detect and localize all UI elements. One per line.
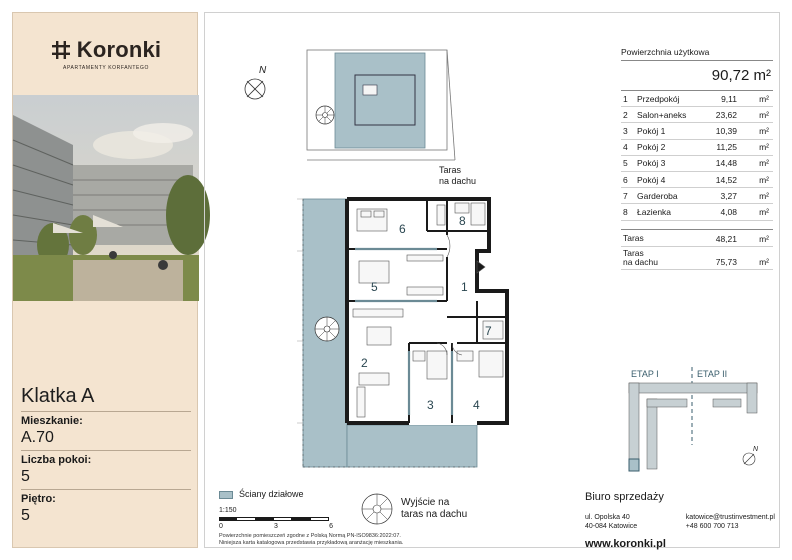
room-num: 8: [623, 206, 628, 217]
brand-tagline: APARTAMENTY KORFANTEGO: [63, 65, 149, 71]
spiral-stair-icon: [316, 106, 334, 124]
room-name: Pokój 2: [637, 142, 666, 153]
scale-tick-6: 6: [329, 523, 333, 530]
roof-terrace-label-line2: na dachu: [439, 176, 477, 186]
sales-street: ul. Opolska 40: [585, 514, 630, 521]
room-unit: m²: [759, 206, 769, 217]
sales-office: [585, 491, 775, 550]
room-value: 11,25: [716, 142, 737, 153]
room-value: 10,39: [715, 125, 737, 136]
terrace-spiral-stair-icon: [315, 317, 339, 341]
legend-walls: [219, 489, 304, 499]
roof-exit-stair-icon: [357, 487, 397, 533]
stage2-label: ETAP II: [697, 369, 728, 379]
brand-name: Koronki: [76, 37, 162, 62]
main-panel: [204, 12, 780, 548]
room-row: [621, 172, 773, 188]
room-row: [621, 188, 773, 204]
area-table: [621, 47, 773, 270]
room-value: 23,62: [715, 109, 737, 120]
room-number-7: 7: [485, 324, 492, 338]
building-visualization-image: [13, 95, 199, 301]
stage1-label: ETAP I: [631, 369, 659, 379]
floor-label: Piętro:: [21, 493, 56, 505]
koronki-logo-icon: [51, 40, 71, 60]
rooms-value: 5: [21, 466, 191, 490]
room-unit: m²: [759, 109, 769, 120]
room-number-8: 8: [459, 214, 466, 228]
room-value: 14,52: [715, 174, 737, 185]
legend-walls-label: Ściany działowe: [239, 489, 304, 499]
roof-exit-label: Wyjście na taras na dachu: [401, 497, 468, 520]
keyplan-north-label: N: [753, 446, 759, 453]
room-row: [621, 91, 773, 107]
left-panel: [12, 12, 198, 548]
room-row: [621, 156, 773, 172]
sales-title: Biuro sprzedaży: [585, 491, 664, 503]
room-row: [621, 140, 773, 156]
room-list: [621, 91, 773, 221]
room-number-5: 5: [371, 280, 378, 294]
room-unit: m²: [759, 158, 769, 169]
scale-tick-0: 0: [219, 523, 223, 530]
sales-city: 40-084 Katowice: [585, 523, 638, 531]
roof-terrace-plan: [225, 45, 477, 195]
area-total: 90,72 m²: [621, 61, 773, 91]
room-name: Pokój 3: [637, 158, 666, 169]
room-num: 4: [623, 142, 628, 153]
room-value: 4,08: [720, 206, 737, 217]
room-number-4: 4: [473, 398, 480, 412]
room-name: Garderoba: [637, 190, 678, 201]
floor-value: 5: [21, 507, 30, 524]
room-row: [621, 107, 773, 123]
website-link[interactable]: www.koronki.pl: [585, 537, 666, 550]
room-num: 1: [623, 93, 628, 104]
room-num: 7: [623, 190, 628, 201]
room-unit: m²: [759, 93, 769, 104]
room-value: 14,48: [715, 158, 737, 169]
terrace-row: Taras 48,21 m²: [621, 230, 773, 247]
sales-email-link[interactable]: katowice@trustinvestment.pl: [685, 514, 775, 521]
brand-logo[interactable]: [13, 37, 199, 71]
room-value: 9,11: [721, 93, 737, 104]
room-unit: m²: [759, 125, 769, 136]
terrace-block: [621, 229, 773, 271]
site-key-plan: [625, 365, 773, 483]
apartment-value: A.70: [21, 427, 191, 451]
room-name: Salon+aneks: [637, 109, 687, 120]
apartment-label: Mieszkanie:: [21, 415, 83, 427]
room-num: 3: [623, 125, 628, 136]
scale-bar: [219, 507, 333, 530]
room-num: 2: [623, 109, 628, 120]
room-unit: m²: [759, 142, 769, 153]
scale-graphic: [219, 517, 329, 521]
apartment-floor-plan: [297, 191, 517, 471]
keyplan-north-icon: [743, 446, 759, 465]
room-number-2: 2: [361, 356, 368, 370]
scale-tick-3: 3: [274, 523, 278, 530]
scale-label: 1:150: [219, 507, 237, 514]
rooms-label: Liczba pokoi:: [21, 454, 92, 466]
room-unit: m²: [759, 190, 769, 201]
staircase-title: Klatka A: [21, 385, 191, 412]
area-label: Powierzchnia użytkowa: [621, 47, 773, 61]
north-label: N: [259, 65, 267, 76]
room-number-3: 3: [427, 398, 434, 412]
room-number-1: 1: [461, 280, 468, 294]
apartment-info: [21, 385, 191, 528]
roof-terrace-row: Taras na dachu 75,73 m²: [621, 247, 773, 271]
north-arrow-icon: [245, 65, 267, 99]
room-unit: m²: [759, 174, 769, 185]
room-value: 3,27: [720, 190, 737, 201]
roof-terrace-label-line1: Taras: [439, 165, 462, 175]
room-row: [621, 204, 773, 220]
room-name: Pokój 4: [637, 174, 666, 185]
walls-swatch: [219, 491, 233, 499]
room-name: Przedpokój: [637, 93, 680, 104]
disclaimer-note: Powierzchnie pomieszczeń zgodne z Polską Normą PN-ISO9836:2022:07. Niniejsza karta katalogowa przedstawia przykładową aranżację mieszkania.: [219, 533, 404, 547]
sales-phone-link[interactable]: +48 600 700 713: [685, 523, 739, 531]
room-number-6: 6: [399, 222, 406, 236]
room-name: Łazienka: [637, 206, 672, 217]
room-num: 5: [623, 158, 628, 169]
room-name: Pokój 1: [637, 125, 666, 136]
room-row: [621, 123, 773, 139]
room-num: 6: [623, 174, 628, 185]
